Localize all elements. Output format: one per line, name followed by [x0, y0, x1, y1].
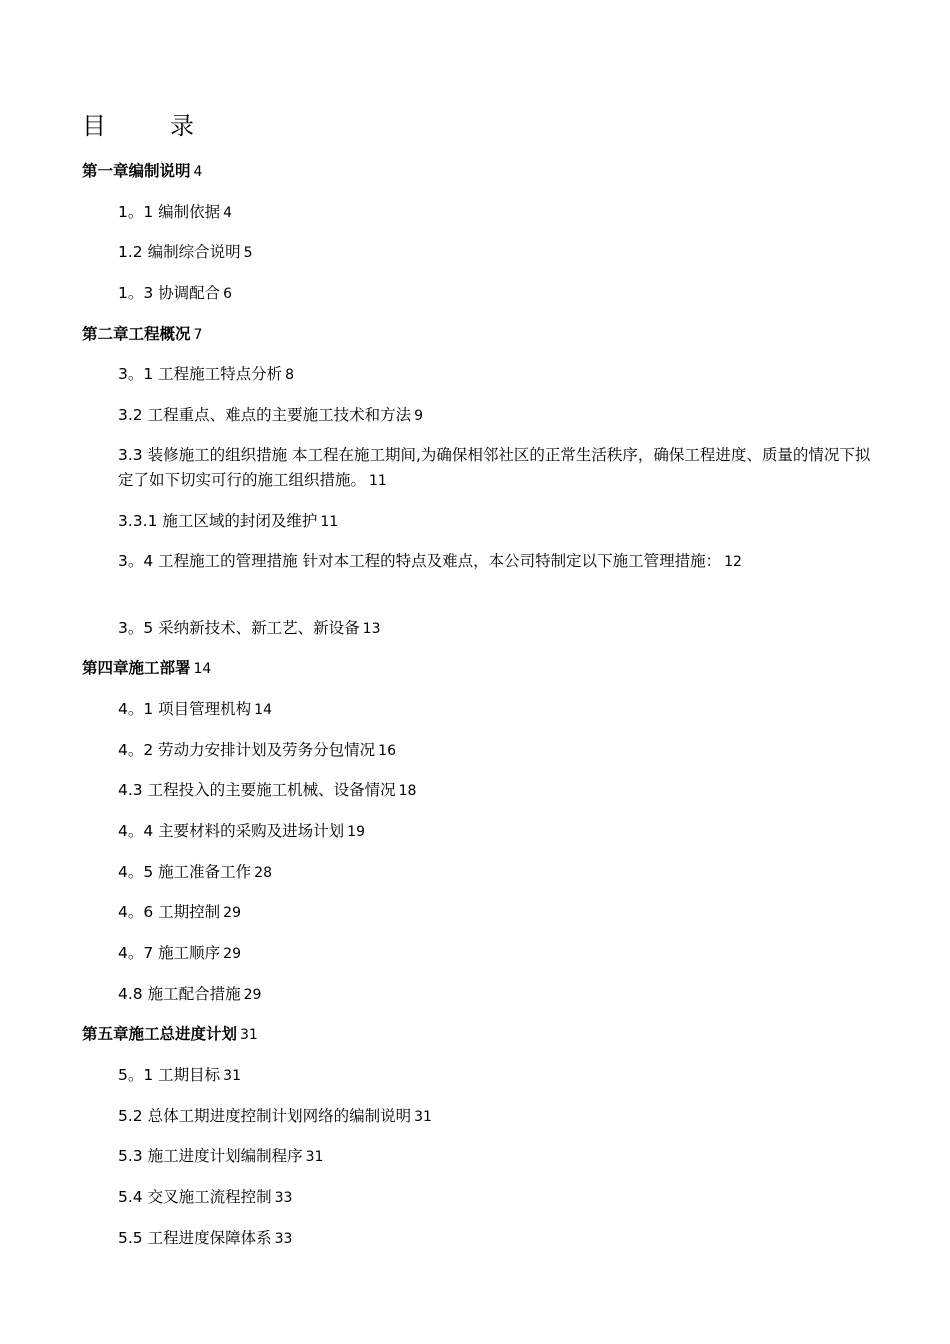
toc-page-number: 29 — [223, 946, 241, 962]
toc-title-part2: 录 — [170, 112, 194, 140]
toc-section-entry[interactable] — [0, 1143, 950, 1184]
toc-entry-label: 4.8 施工配合措施 — [118, 984, 241, 1003]
toc-page-number: 14 — [193, 661, 212, 678]
toc-entry-label: 3。4 工程施工的管理措施 针对本工程的特点及难点，本公司特制定以下施工管理措施： — [118, 552, 722, 570]
toc-page-number: 9 — [414, 408, 424, 425]
toc-entry-label: 4。1 项目管理机构 — [118, 699, 252, 718]
toc-section-entry[interactable] — [0, 615, 950, 656]
toc-page-number: 33 — [274, 1230, 293, 1247]
toc-page-number: 6 — [223, 286, 233, 303]
toc-entry-label: 1.2 编制综合说明 — [118, 243, 241, 262]
toc-entry-label: 3.3.1 施工区域的封闭及维护 — [118, 512, 318, 531]
toc-section-entry[interactable] — [0, 777, 950, 818]
toc-section-entry[interactable] — [0, 981, 950, 1022]
toc-entry-label: 4。4 主要材料的采购及进场计划 — [118, 821, 345, 840]
toc-page-number: 31 — [305, 1149, 324, 1166]
toc-section-entry[interactable] — [0, 696, 950, 737]
toc-chapter-entry[interactable] — [0, 655, 950, 696]
toc-entry-label: 4。7 施工顺序 — [118, 944, 221, 962]
toc-page-number: 8 — [285, 367, 295, 384]
toc-chapter-entry[interactable] — [0, 321, 950, 362]
toc-entry-label: 3.2 工程重点、难点的主要施工技术和方法 — [118, 406, 412, 425]
toc-page-number: 31 — [414, 1108, 432, 1125]
toc-section-entry[interactable] — [0, 239, 950, 280]
toc-entry-label: 4.3 工程投入的主要施工机械、设备情况 — [118, 781, 396, 800]
toc-page-number: 13 — [362, 620, 381, 637]
toc-entry-label: 1。3 协调配合 — [118, 284, 221, 303]
toc-list — [0, 158, 950, 1266]
toc-page-number: 31 — [240, 1027, 258, 1044]
toc-page-number: 11 — [369, 472, 387, 489]
toc-chapter-entry[interactable] — [0, 1021, 950, 1062]
toc-page-number: 7 — [193, 326, 203, 343]
toc-section-entry[interactable] — [0, 199, 950, 240]
toc-entry-label: 第四章施工部署 — [82, 659, 191, 678]
toc-entry-label: 第一章编制说明 — [82, 162, 191, 180]
toc-entry-label: 3。1 工程施工特点分析 — [118, 365, 283, 384]
toc-page-number: 29 — [243, 986, 262, 1003]
toc-entry-label: 3.3 装修施工的组织措施 本工程在施工期间,为确保相邻社区的正常生活秩序，确保工程进度、质量的情况下拟定了如下切实可行的施工组织措施。 — [118, 445, 871, 489]
toc-entry-label: 4。2 劳动力安排计划及劳务分包情况 — [118, 740, 376, 759]
toc-section-entry[interactable] — [0, 1225, 950, 1266]
toc-entry-label: 5.3 施工进度计划编制程序 — [118, 1147, 303, 1166]
toc-page-number: 14 — [254, 701, 272, 718]
toc-page-number: 19 — [347, 823, 365, 840]
toc-page-number: 18 — [398, 783, 417, 800]
toc-section-entry[interactable] — [0, 859, 950, 900]
toc-page-number: 5 — [243, 245, 253, 262]
toc-title — [82, 108, 194, 144]
toc-entry-label: 4。5 施工准备工作 — [118, 862, 252, 881]
toc-page-number: 4 — [193, 164, 203, 180]
toc-page-number: 29 — [223, 905, 241, 922]
toc-page-number: 33 — [274, 1190, 293, 1207]
toc-entry-label: 1。1 编制依据 — [118, 202, 221, 221]
toc-section-entry[interactable] — [0, 1184, 950, 1225]
toc-entry-label: 5.5 工程进度保障体系 — [118, 1228, 272, 1247]
toc-section-entry[interactable] — [0, 737, 950, 778]
toc-section-entry[interactable] — [0, 443, 950, 509]
toc-page-number: 12 — [724, 554, 742, 570]
toc-page-number: 11 — [320, 514, 339, 531]
toc-section-entry[interactable] — [0, 361, 950, 402]
toc-entry-label: 第五章施工总进度计划 — [82, 1025, 238, 1044]
toc-entry-label: 4。6 工期控制 — [118, 903, 221, 922]
toc-page-number: 4 — [223, 204, 233, 221]
toc-section-entry[interactable] — [0, 402, 950, 443]
toc-section-entry[interactable] — [0, 940, 950, 981]
toc-section-entry[interactable] — [0, 549, 950, 615]
toc-section-entry[interactable] — [0, 508, 950, 549]
toc-section-entry[interactable] — [0, 1062, 950, 1103]
toc-entry-label: 3。5 采纳新技术、新工艺、新设备 — [118, 618, 360, 637]
toc-page-number: 31 — [223, 1068, 241, 1085]
toc-section-entry[interactable] — [0, 899, 950, 940]
toc-chapter-entry[interactable] — [0, 158, 950, 199]
toc-entry-label: 5.4 交叉施工流程控制 — [118, 1188, 272, 1207]
toc-section-entry[interactable] — [0, 818, 950, 859]
toc-entry-label: 5。1 工期目标 — [118, 1066, 221, 1085]
toc-entry-label: 5.2 总体工期进度控制计划网络的编制说明 — [118, 1106, 412, 1125]
toc-entry-label: 第二章工程概况 — [82, 324, 191, 343]
toc-section-entry[interactable] — [0, 1103, 950, 1144]
toc-page-number: 16 — [378, 742, 396, 759]
toc-page-number: 28 — [254, 864, 272, 881]
toc-section-entry[interactable] — [0, 280, 950, 321]
toc-title-part1: 目 — [82, 112, 106, 140]
